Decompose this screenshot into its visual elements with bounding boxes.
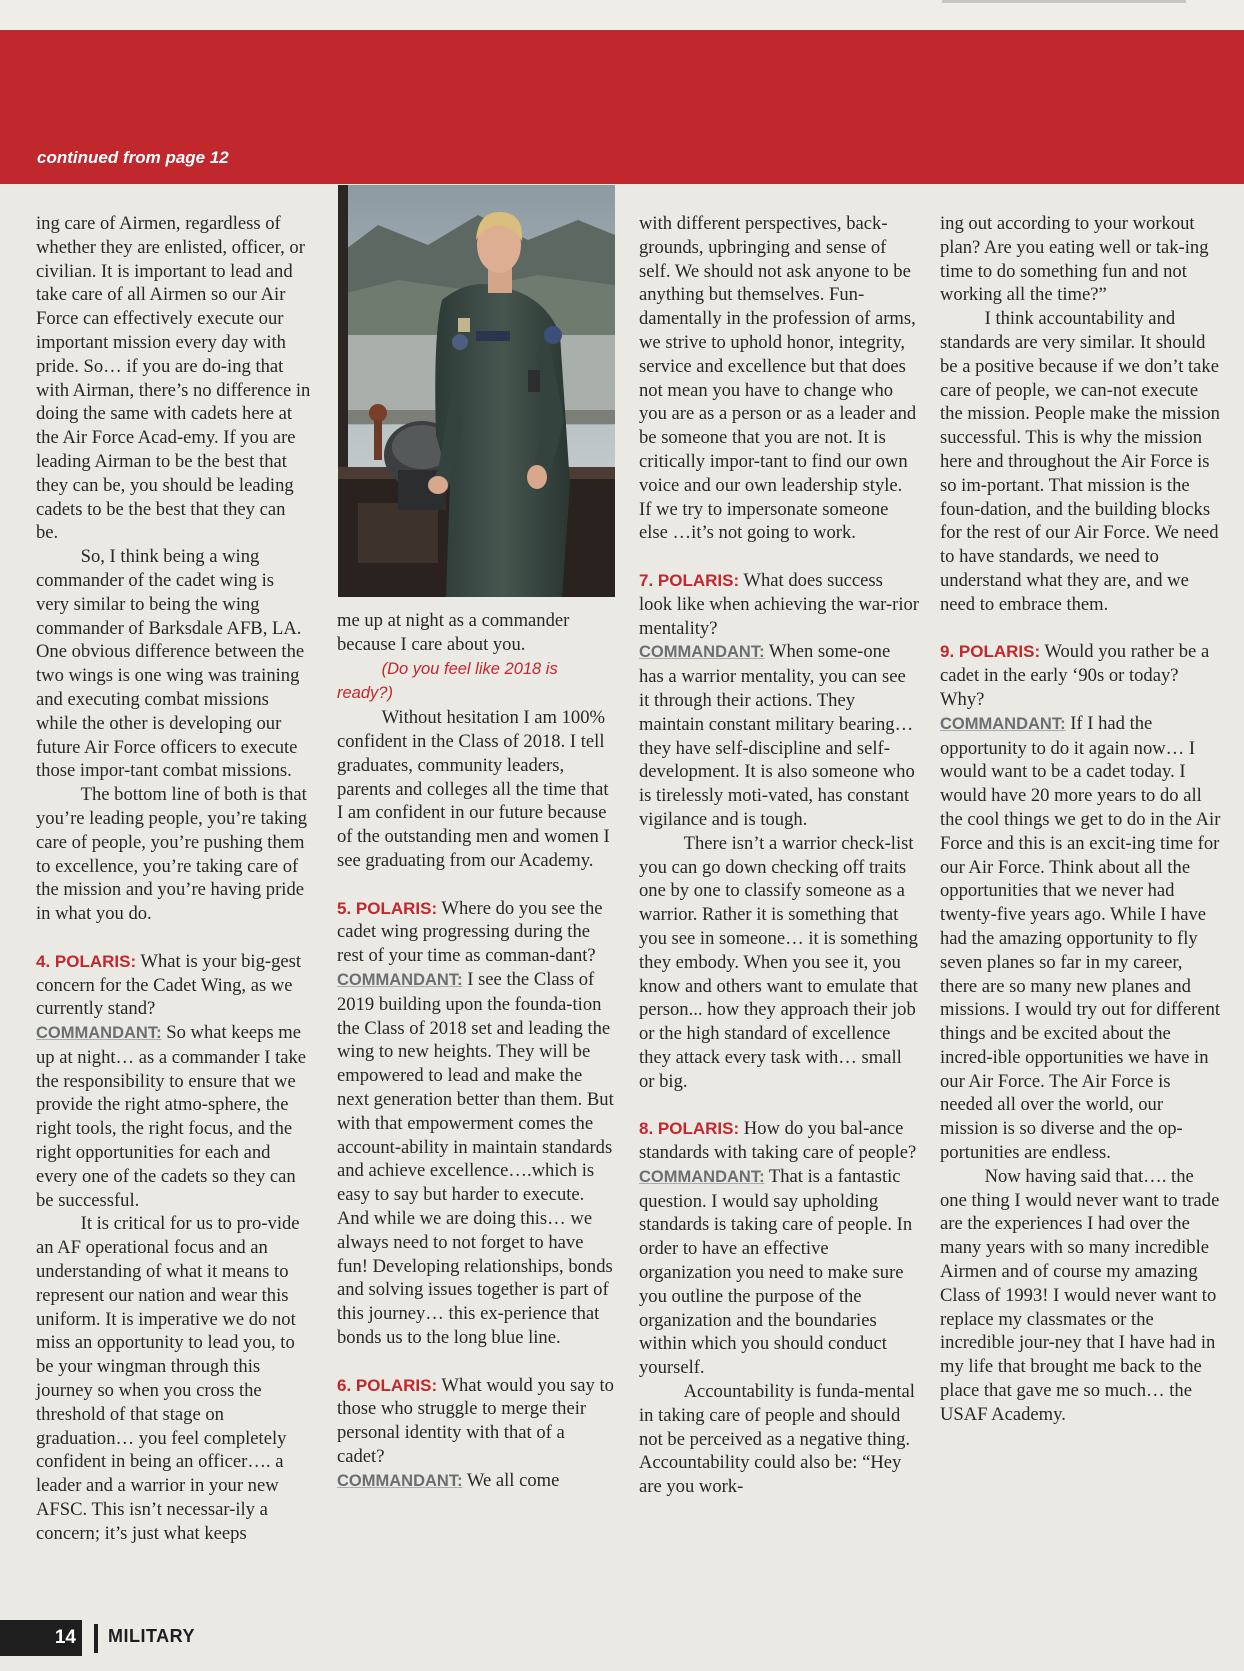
question-6-label: 6. POLARIS: [337,1375,438,1395]
answer-7 [639,640,919,831]
section-label: MILITARY [108,1626,195,1646]
question-9-label: 9. POLARIS: [940,642,1041,662]
page-footer [0,1620,400,1656]
col3-paragraph-3: Accountability is funda-mental in taking care of people and should not be perceived as a negative thing. Accountability could also be: “Hey are you work- [639,1381,915,1498]
question-9 [940,640,1222,711]
commandant-photo [338,185,615,597]
answer-9-label: COMMANDANT: [940,714,1066,733]
question-7-label: 7. POLARIS: [639,570,740,590]
col2-paragraph-2: Without hesitation I am 100% confident in the Class of 2018. I tell graduates, community leaders, parents and colleges all the time that I am confident in our future because of the outstanding men and women I see graduating from our Academy. [337,707,610,871]
top-strip [0,0,1244,30]
answer-9-text: If I had the opportunity to do it again now… I would want to be a cadet today. I would have 20 more years to do all the cool things we get to do in the Air Force and this is an excit-ing time for our Air Force. Think about all the opportunities that we never had twenty-five years ago. While I have had the amazing opportunity to fly seven planes so far in my career, there are so many new planes and missions. I would try out for different things and be excited about the incred-ible opportunities we have in our Air Force. The Air Force is needed all over the world, our mission is so diverse and the op-portunities are endless. [940,712,1221,1164]
question-6 [337,1374,615,1469]
followup-question-text: (Do you feel like 2018 is ready?) [337,659,558,703]
answer-4-text: So what keeps me up at night… as a commander I take the responsibility to ensure that we provide the right atmo-sphere, the right tools, the right focus, and the right opportunities for each and every one of the cadets so they can be successful. [36,1022,307,1211]
question-9-text: Would you rather be a cadet in the early ‘90s or today? Why? [940,641,1210,710]
continued-note: continued from page 12 [37,148,229,167]
footer-divider [94,1624,98,1653]
col2-paragraph-1: me up at night as a commander because I care about you. [337,610,570,655]
answer-8-label: COMMANDANT: [639,1167,765,1186]
question-6-text: What would you say to those who struggle to merge their personal identity with that of a cadet? [337,1374,614,1467]
question-5-label: 5. POLARIS: [337,898,438,918]
answer-6-label: COMMANDANT: [337,1471,463,1490]
text-column-3 [639,212,919,1499]
question-8 [639,1117,919,1165]
answer-5-label: COMMANDANT: [337,970,463,989]
answer-9 [940,712,1222,1165]
answer-5 [337,968,615,1350]
col4-paragraph-1: ing out according to your workout plan? Are you eating well or tak-ing time to do something fun and not working all the time?” [940,213,1209,306]
question-7 [639,569,919,640]
question-5 [337,897,615,968]
answer-8-text: That is a fantastic question. I would say upholding standards is taking care of people. In order to have an effective organization you need to make sure you outline the purpose of the organization and the boundaries within which you should conduct yourself. [639,1165,913,1379]
answer-6-text: We all come [462,1469,560,1491]
col1-paragraph-1: ing care of Airmen, regardless of whether they are enlisted, officer, or civilian. It is important to lead and take care of all Airmen so our Air Force can effectively execute our important mission every day with pride. So… if you are do-ing that with Airman, there’s no difference in doing the same with cadets here at the Air Force Acad-emy. If you are leading Airman to be the best that they can be, you should be leading cadets to be the best that they can be. [36,213,311,544]
col4-paragraph-2: I think accountability and standards are very similar. It should be a positive because if we don’t take care of people, we can-not execute the mission. People make the mission successful. This is why the mission here and throughout the Air Force is so im-portant. That mission is the foun-dation, and the building blocks for the rest of our Air Force. We need to have standards, we need to understand what they are, and we need to embrace them. [940,308,1220,615]
answer-4 [36,1021,311,1212]
answer-7-text: When some-one has a warrior mentality, you can see it through their actions. They maintain constant military bearing…they have self-discipline and self-development. It is also someone who is tirelessly moti-vated, has constant vigilance and is tough. [639,641,915,830]
answer-7-label: COMMANDANT: [639,643,765,662]
question-5-text: Where do you see the cadet wing progressing during the rest of your time as comman-dant? [337,897,603,967]
question-4-label: 4. POLARIS: [36,951,137,971]
top-rule [942,0,1186,3]
question-4-text: What is your big-gest concern for the Cadet Wing, as we currently stand? [36,950,302,1020]
question-7-text: What does success look like when achieving the war-rior mentality? [639,569,919,639]
answer-8 [639,1165,919,1380]
col1-paragraph-4: It is critical for us to pro-vide an AF operational focus and an understanding of what it means to represent our nation and wear this uniform. It is imperative we do not miss an opportunity to lead you, to be your wingman through this journey so when you cross the threshold of that stage on graduation… you feel completely confident in being an officer…. a leader and a warrior in your new AFSC. This isn’t necessar-ily a concern; it’s just what keeps [36,1213,300,1544]
col4-paragraph-3: Now having said that…. the one thing I would never want to trade are the experiences I had over the many years with so many incredible Airmen and of course my amazing Class of 1993! I would never want to replace my classmates or the incredible jour-ney that I have had in my life that brought me back to the place that gave me so much… the USAF Academy. [940,1165,1220,1425]
answer-4-label: COMMANDANT: [36,1024,162,1043]
col1-paragraph-2: So, I think being a wing commander of the cadet wing is very similar to being the wing commander of Barksdale AFB, LA. One obvious difference between the two wings is one wing was training and executing combat missions while the other is developing our future Air Force officers to execute those impor-tant combat missions. [36,546,305,782]
photo-illustration [338,185,615,597]
page-number: 14 [0,1620,82,1656]
col3-paragraph-1: with different perspectives, back-grounds, upbringing and sense of self. We should not ask anyone to be anything but themselves. Fun-damentally in the profession of arms, we strive to uphold honor, integrity, service and excellence but that does not mean you have to change who you are as a person or as a leader and be someone that you are not. It is critically impor-tant to find our own voice and our own leadership style. If we try to impersonate someone else …it’s not going to work. [639,213,917,544]
answer-5-text: I see the Class of 2019 building upon the founda-tion the Class of 2018 set and leading the wing to new heights. They will be empowered to lead and make the next generation better than them. But with that empowerment comes the account-ability in maintain standards and achieve excellence….which is easy to say but harder to execute. And while we are doing this… we always need to not forget to have fun! Developing relationships, bonds and solving issues together is part of this journey… this ex-perience that bonds us to the long blue line. [337,968,614,1348]
text-column-4 [940,212,1222,1427]
text-column-2 [337,609,615,1493]
col1-paragraph-3: The bottom line of both is that you’re leading people, you’re taking care of people, you’re pushing them to excellence, you’re taking care of the mission and you’re having pride in what you do. [36,784,308,925]
question-4 [36,950,311,1021]
header-banner [0,30,1244,184]
text-column-1 [36,212,311,1546]
followup-question [337,657,615,707]
question-8-text: How do you bal-ance standards with taking care of people? [639,1118,917,1164]
question-8-label: 8. POLARIS: [639,1119,740,1139]
col3-paragraph-2: There isn’t a warrior check-list you can go down checking off traits one by one to classify someone as a warrior. Rather it is something that you see in someone… it is something they embody. When you see it, you know and others want to emulate that person... how they approach their job or the high standard of excellence they attack every task with… small or big. [639,832,918,1092]
answer-6 [337,1469,615,1494]
